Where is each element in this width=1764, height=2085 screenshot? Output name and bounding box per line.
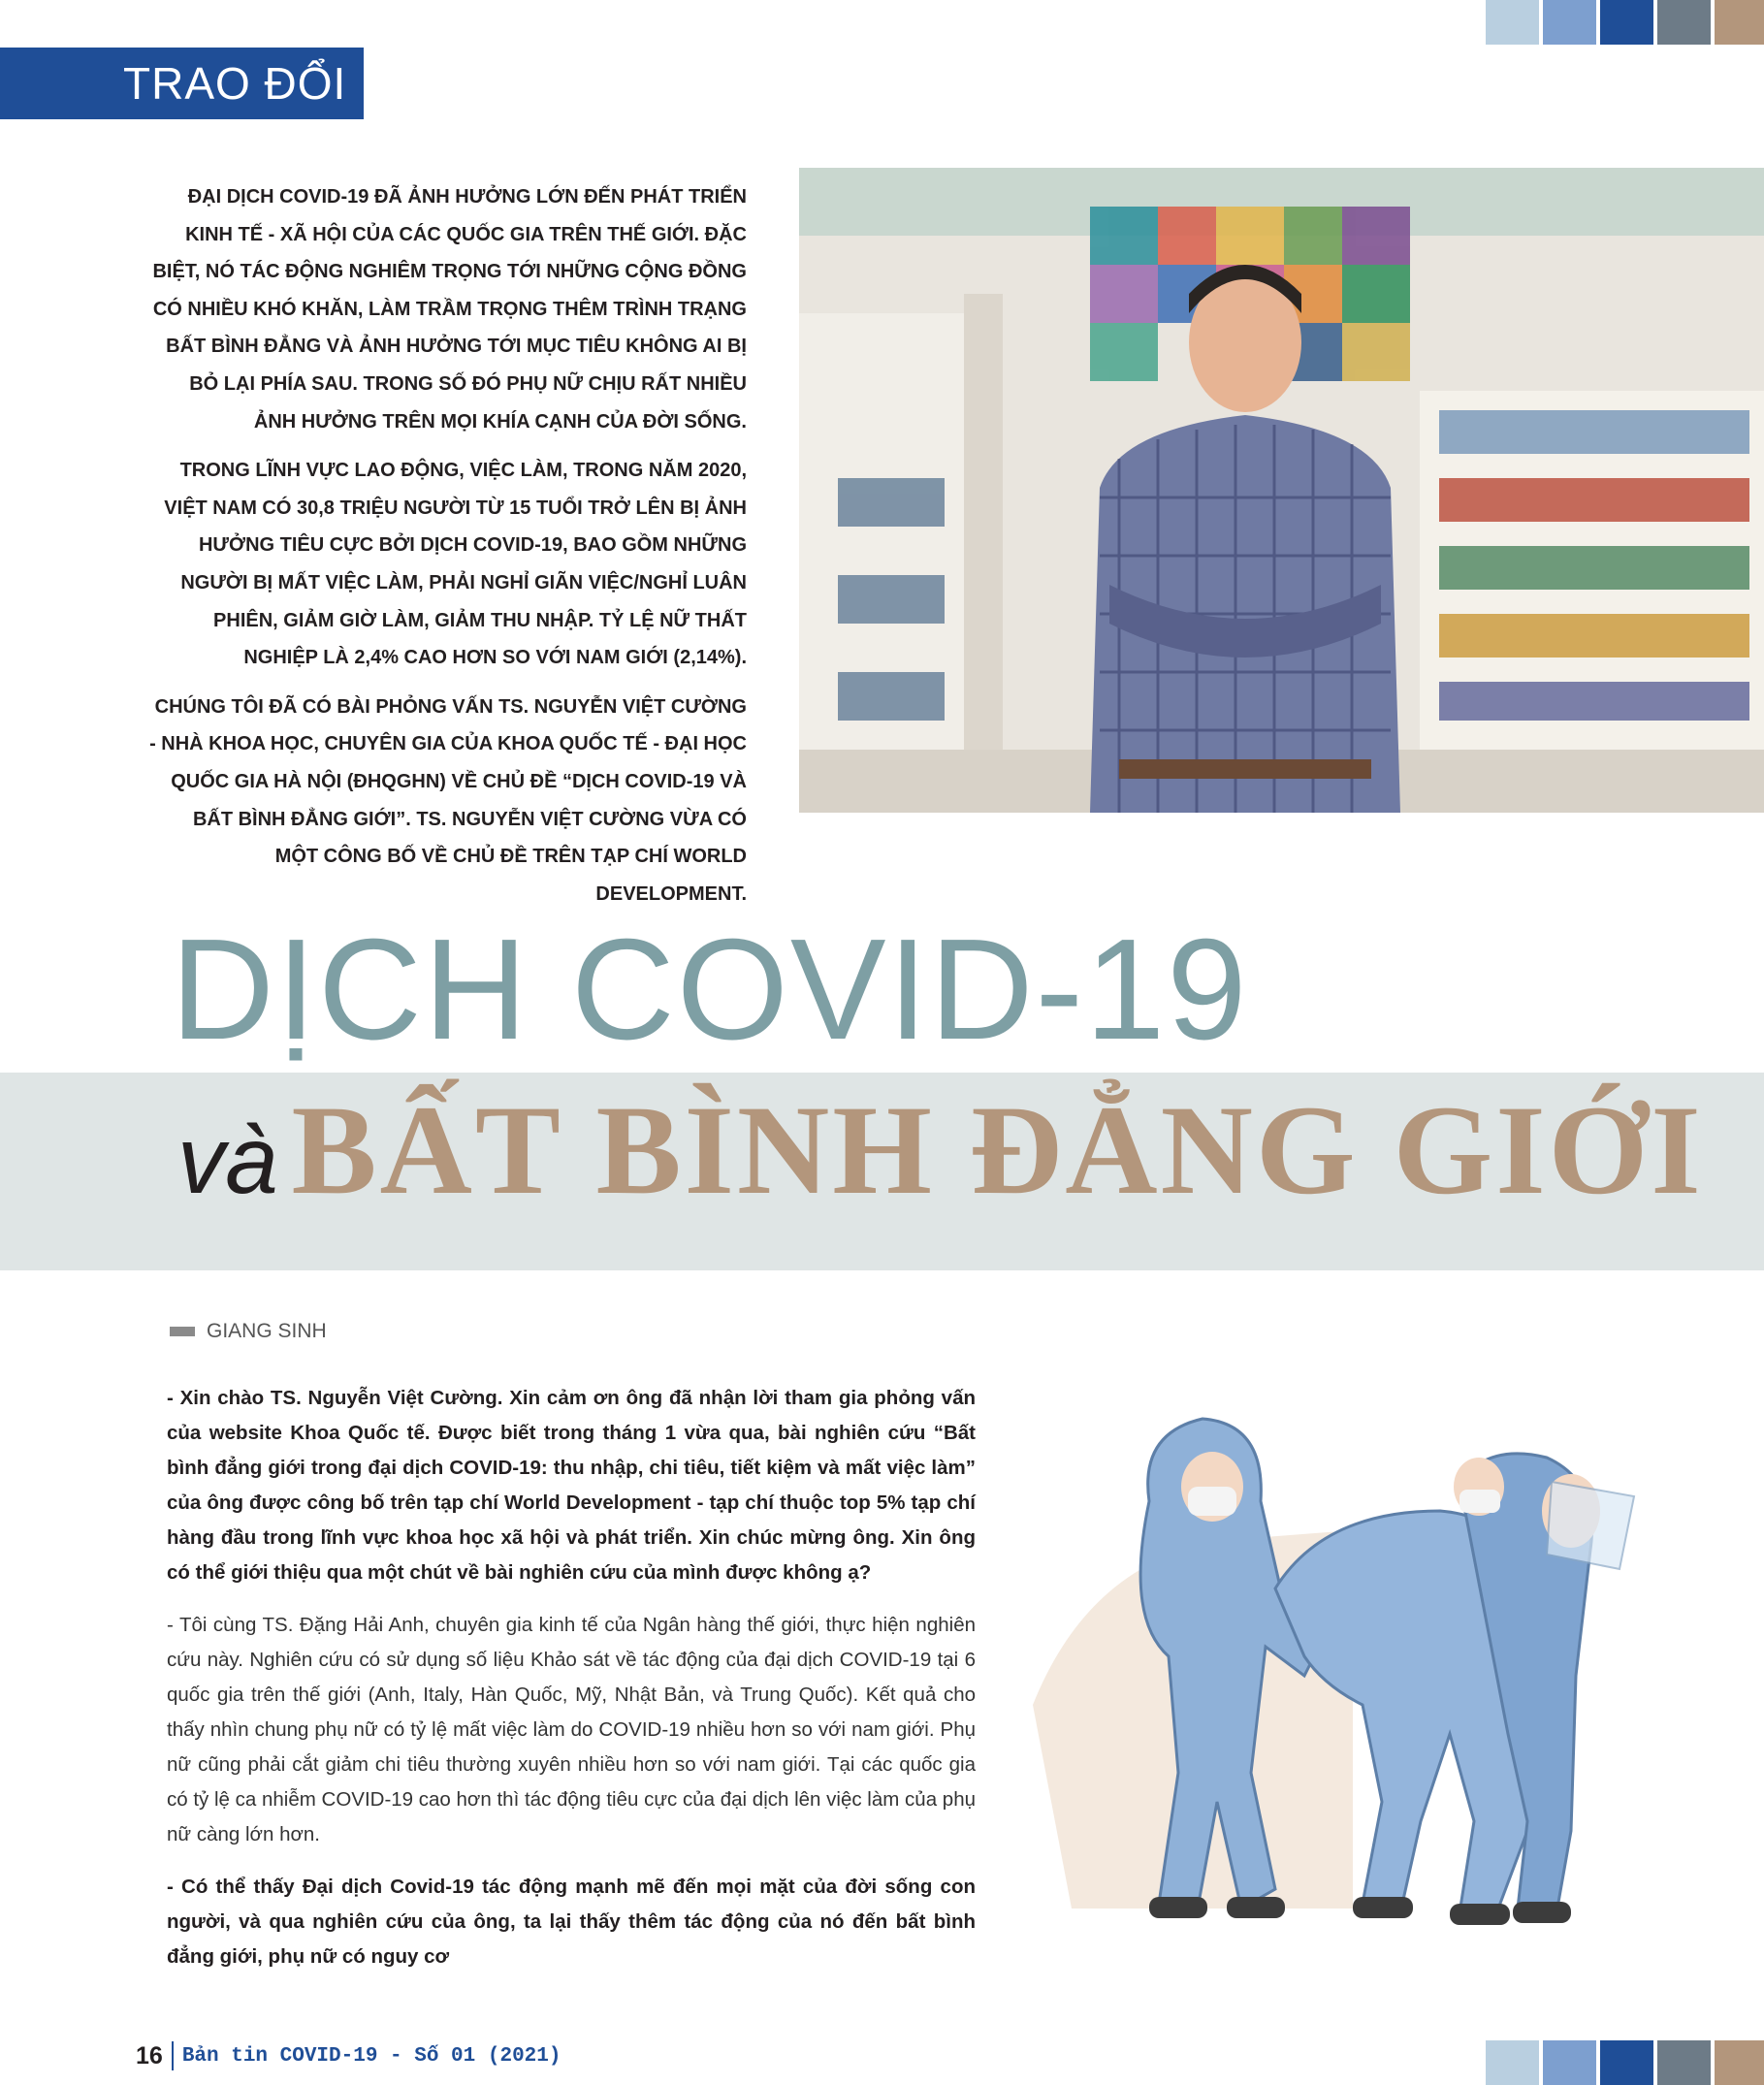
headline-line-2 [177, 1078, 1704, 1221]
intro-text [145, 178, 747, 924]
author-name: GIANG SINH [207, 1320, 327, 1342]
ppe-workers-illustration [1033, 1365, 1721, 1967]
question-1: - Xin chào TS. Nguyễn Việt Cường. Xin cảm ơn ông đã nhận lời tham gia phỏng vấn của website Khoa Quốc tế. Được biết trong tháng 1 vừa qua, bài nghiên cứu “Bất bình đẳng giới trong đại dịch COVID-19: thu nhập, chi tiêu, tiết kiệm và mất việc làm” của ông được công bố trên tạp chí World Development - tạp chí thuộc top 5% tạp chí hàng đầu trong lĩnh vực khoa học xã hội và phát triển. Xin chúc mừng ông. Xin ông có thể giới thiệu qua một chút về bài nghiên cứu của mình được không ạ? [167, 1387, 976, 1584]
swatch-slate [1657, 0, 1711, 45]
swatch-dark-blue [1600, 2040, 1653, 2085]
footer-separator [172, 2041, 174, 2070]
page-footer [136, 2041, 561, 2070]
question-2: - Có thể thấy Đại dịch Covid-19 tác động mạnh mẽ đến mọi mặt của đời sống con người, và qua nghiên cứu của ông, ta lại thấy thêm tác động của nó đến bất bình đẳng giới, phụ nữ có nguy cơ [167, 1876, 976, 1968]
intro-paragraph-3: CHÚNG TÔI ĐÃ CÓ BÀI PHỎNG VẤN TS. NGUYỄN VIỆT CƯỜNG - NHÀ KHOA HỌC, CHUYÊN GIA CỦA KHOA QUỐC TẾ - ĐẠI HỌC QUỐC GIA HÀ NỘI (ĐHQGHN) VỀ CHỦ ĐỀ “DỊCH COVID-19 VÀ BẤT BÌNH ĐẲNG GIỚI”. TS. NGUYỄN VIỆT CƯỜNG VỪA CÓ MỘT CÔNG BỐ VỀ CHỦ ĐỀ TRÊN TẠP CHÍ WORLD DEVELOPMENT. [149, 695, 747, 905]
swatch-light-blue [1486, 2040, 1539, 2085]
swatch-light-blue [1486, 0, 1539, 45]
page-number: 16 [136, 2041, 163, 2069]
author-byline [170, 1320, 327, 1343]
answer-1: - Tôi cùng TS. Đặng Hải Anh, chuyên gia kinh tế của Ngân hàng thế giới, thực hiện nghiên cứu này. Nghiên cứu có sử dụng số liệu Khảo sát về tác động của đại dịch COVID-19 tại 6 quốc gia trên thế giới (Anh, Italy, Hàn Quốc, Mỹ, Nhật Bản, và Trung Quốc). Kết quả cho thấy nhìn chung phụ nữ có tỷ lệ mất việc làm do COVID-19 nhiều hơn so với nam giới. Phụ nữ cũng phải cắt giảm chi tiêu thường xuyên nhiều hơn so với nam giới. Tại các quốc gia có tỷ lệ ca nhiễm COVID-19 cao hơn thì tác động tiêu cực của đại dịch lên việc làm của phụ nữ càng lớn hơn. [167, 1614, 976, 1845]
library-portrait-illustration [799, 168, 1764, 813]
swatch-mid-blue [1543, 2040, 1596, 2085]
ppe-illustration-svg [1033, 1365, 1721, 1967]
portrait-photo [799, 168, 1764, 813]
article-body [167, 1381, 976, 1992]
headline-main: BẤT BÌNH ĐẲNG GIỚI [291, 1078, 1704, 1221]
headline-prefix: và [177, 1107, 278, 1213]
publication-name: Bản tin COVID-19 - Số 01 (2021) [181, 2044, 561, 2068]
swatch-tan [1715, 0, 1764, 45]
color-swatch-strip-bottom [1486, 2040, 1764, 2085]
color-swatch-strip-top [1486, 0, 1764, 45]
swatch-mid-blue [1543, 0, 1596, 45]
intro-paragraph-1: ĐẠI DỊCH COVID-19 ĐÃ ẢNH HƯỞNG LỚN ĐẾN PHÁT TRIỂN KINH TẾ - XÃ HỘI CỦA CÁC QUỐC GIA TRÊN THẾ GIỚI. ĐẶC BIỆT, NÓ TÁC ĐỘNG NGHIÊM TRỌNG TỚI NHỮNG CỘNG ĐỒNG CÓ NHIỀU KHÓ KHĂN, LÀM TRẦM TRỌNG THÊM TRÌNH TRẠNG BẤT BÌNH ĐẲNG VÀ ẢNH HƯỞNG TỚI MỤC TIÊU KHÔNG AI BỊ BỎ LẠI PHÍA SAU. TRONG SỐ ĐÓ PHỤ NỮ CHỊU RẤT NHIỀU ẢNH HƯỞNG TRÊN MỌI KHÍA CẠNH CỦA ĐỜI SỐNG. [152, 186, 747, 433]
swatch-slate [1657, 2040, 1711, 2085]
swatch-dark-blue [1600, 0, 1653, 45]
intro-paragraph-2: TRONG LĨNH VỰC LAO ĐỘNG, VIỆC LÀM, TRONG NĂM 2020, VIỆT NAM CÓ 30,8 TRIỆU NGƯỜI TỪ 15 TUỔI TRỞ LÊN BỊ ẢNH HƯỞNG TIÊU CỰC BỞI DỊCH COVID-19, BAO GỒM NHỮNG NGƯỜI BỊ MẤT VIỆC LÀM, PHẢI NGHỈ GIÃN VIỆC/NGHỈ LUÂN PHIÊN, GIẢM GIỜ LÀM, GIẢM THU NHẬP. TỶ LỆ NỮ THẤT NGHIỆP LÀ 2,4% CAO HƠN SO VỚI NAM GIỚI (2,14%). [164, 460, 747, 669]
headline-line-1: DỊCH COVID-19 [171, 910, 1249, 1070]
swatch-tan [1715, 2040, 1764, 2085]
author-bar-icon [170, 1327, 195, 1336]
section-tag: TRAO ĐỔI [0, 48, 364, 119]
